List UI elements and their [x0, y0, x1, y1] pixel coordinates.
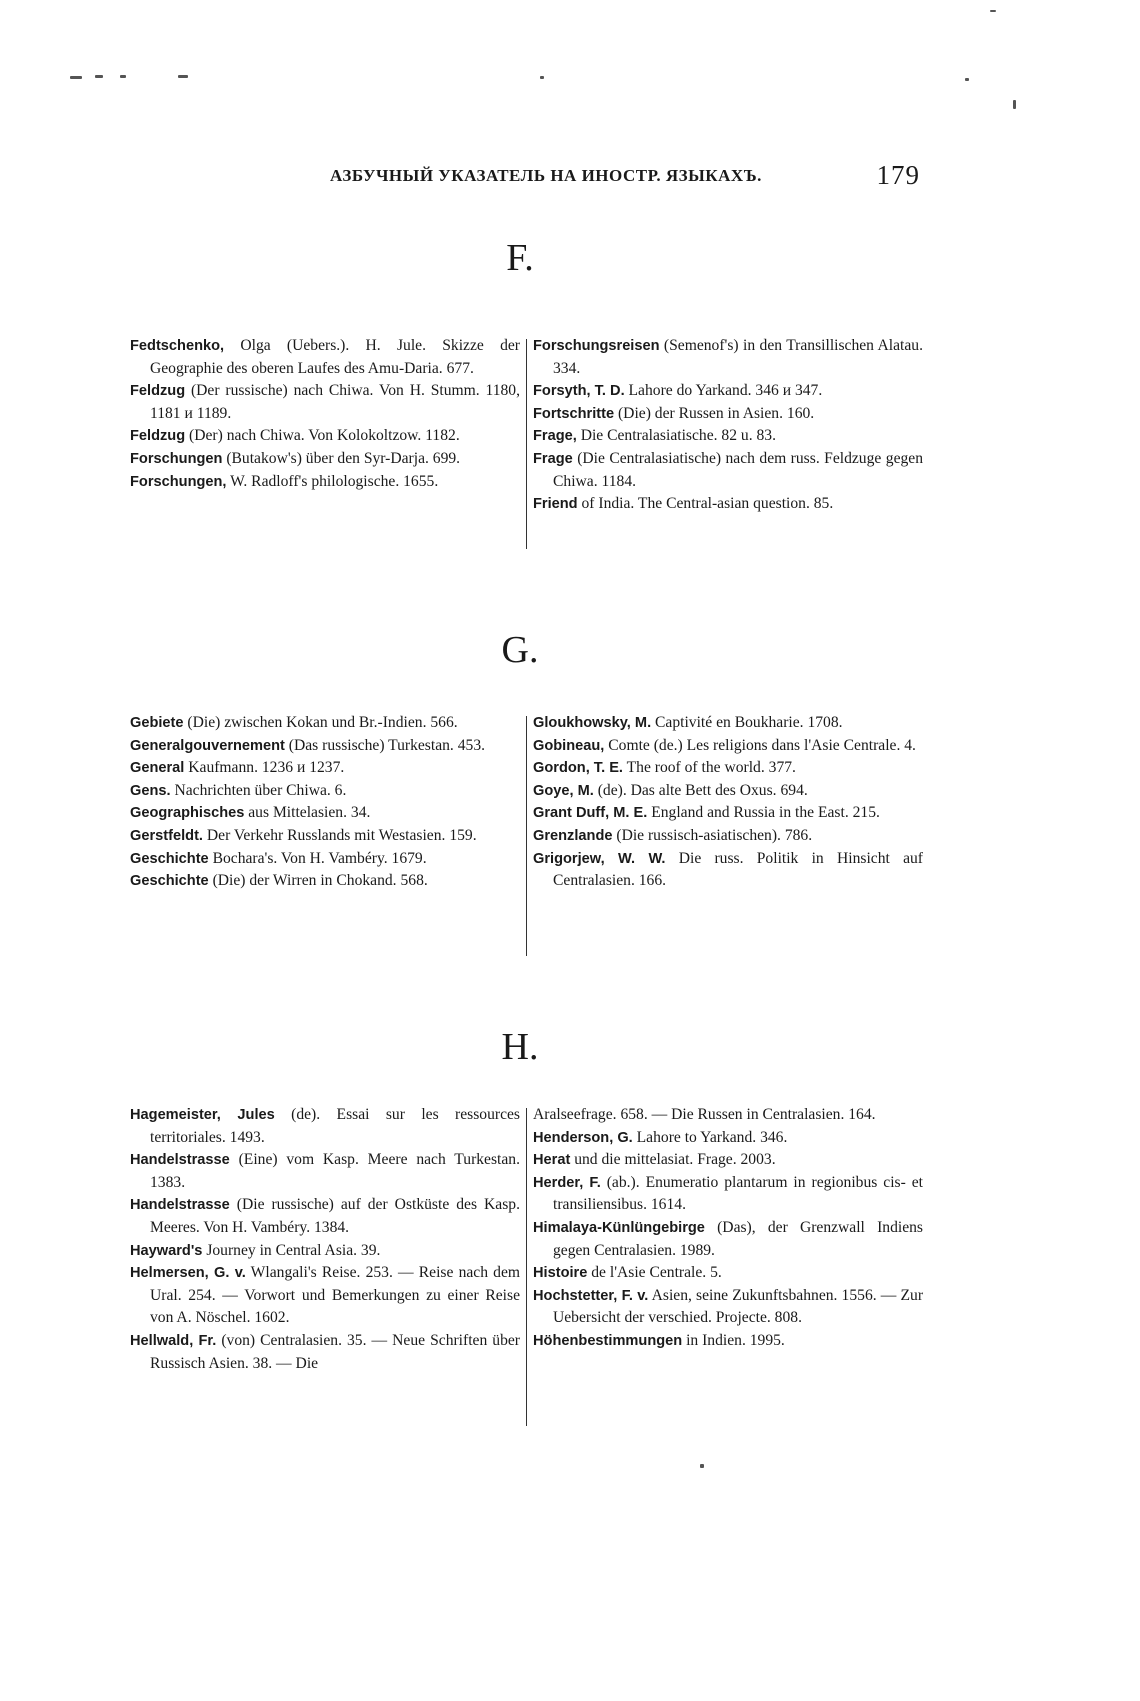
entry-text: W. Radloff's philologische. 1655. [226, 472, 439, 490]
entry-text: (Die) der Russen in Asien. 160. [614, 404, 815, 422]
entry-text: Olga (Uebers.). H. Jule. Skizze der Geographie des oberen Laufes des Amu-Daria. 677. [150, 337, 520, 377]
index-entry [130, 802, 520, 825]
index-entry [533, 712, 923, 735]
entry-headword: Gordon, T. E. [533, 760, 623, 777]
entry-text: Aralseefrage. 658. — Die Russen in Centralasien. 164. [533, 1106, 876, 1123]
entry-text: (Semenof's) in den Transillischen Alatau. 334. [553, 337, 923, 377]
scan-speck [700, 1464, 704, 1468]
section-g [130, 712, 923, 962]
entry-headword: Friend [533, 496, 578, 513]
index-entry [130, 757, 520, 780]
entry-headword: General [130, 760, 185, 777]
section-letter-h: H. [501, 1026, 539, 1068]
index-entry [130, 425, 520, 448]
index-entry [130, 380, 520, 425]
entry-text: Lahore do Yarkand. 346 и 347. [624, 382, 823, 400]
index-entry [533, 1217, 923, 1262]
entry-headword: Herder, F. [533, 1174, 601, 1191]
section-letter-f: F. [506, 237, 534, 279]
running-title: АЗБУЧНЫЙ УКАЗАТЕЛЬ НА ИНОСТР. ЯЗЫКАХЪ. [330, 166, 762, 185]
index-entry [533, 780, 923, 803]
entry-headword: Geschichte [130, 850, 209, 867]
entry-headword: Geographisches [130, 805, 245, 822]
section-f-right-column [533, 335, 923, 516]
index-entry [533, 1172, 923, 1217]
entry-text: Der Verkehr Russlands mit Westasien. 159. [202, 826, 477, 844]
index-entry [130, 1194, 520, 1239]
entry-headword: Histoire [533, 1265, 588, 1282]
entry-text: de l'Asie Centrale. 5. [587, 1264, 722, 1282]
entry-text: of India. The Central-asian question. 85. [577, 495, 834, 513]
index-entry [130, 471, 520, 494]
entry-headword: Grenzlande [533, 827, 613, 844]
index-entry [130, 335, 520, 380]
entry-headword: Gens. [130, 782, 171, 799]
index-entry [533, 1262, 923, 1285]
entry-text: England and Russia in the East. 215. [647, 804, 880, 822]
entry-headword: Frage, [533, 428, 577, 445]
entry-headword: Forschungsreisen [533, 338, 660, 354]
section-g-left-column [130, 712, 520, 893]
entry-headword: Handelstrasse [130, 1197, 230, 1214]
entry-headword: Höhenbestimmungen [533, 1332, 683, 1349]
section-g-right-column [533, 712, 923, 893]
scan-speck [1013, 100, 1016, 109]
entry-text: Nachrichten über Chiwa. 6. [170, 781, 347, 799]
scan-speck [178, 75, 188, 78]
entry-text: Journey in Central Asia. 39. [202, 1241, 381, 1259]
entry-headword: Feldzug [130, 383, 186, 400]
entry-headword: Generalgouvernement [130, 737, 285, 754]
index-entry [533, 493, 923, 516]
scan-speck [990, 10, 996, 12]
scan-speck [540, 76, 544, 79]
index-entry [130, 712, 520, 735]
index-entry [130, 1149, 520, 1194]
index-entry [533, 1127, 923, 1150]
entry-headword: Himalaya-Künlüngebirge [533, 1219, 705, 1236]
entry-headword: Geschichte [130, 873, 209, 890]
entry-headword: Gobineau, [533, 737, 605, 754]
entry-headword: Herat [533, 1152, 571, 1169]
entry-text: (Die) der Wirren in Chokand. 568. [208, 872, 428, 890]
page-header [330, 160, 920, 196]
index-entry [130, 825, 520, 848]
entry-text: aus Mittelasien. 34. [244, 804, 371, 822]
entry-headword: Hayward's [130, 1242, 203, 1259]
entry-text: Die Centralasiatische. 82 u. 83. [576, 427, 776, 445]
entry-headword: Forschungen [130, 450, 223, 467]
index-entry [130, 848, 520, 871]
entry-text: (de). Essai sur les ressources territoriales. 1493. [150, 1106, 520, 1146]
entry-text: (Der russische) nach Chiwa. Von H. Stumm. 1180, 1181 и 1189. [150, 382, 520, 422]
section-f [130, 335, 923, 555]
index-entry [130, 1330, 520, 1375]
index-entry [130, 1104, 520, 1149]
entry-headword: Fedtschenko, [130, 338, 225, 354]
index-entry [533, 380, 923, 403]
index-entry [533, 448, 923, 493]
entry-text: The roof of the world. 377. [623, 759, 796, 777]
entry-text: Asien, seine Zukunftsbahnen. 1556. — Zur Uebersicht der verschied. Projecte. 808. [553, 1286, 924, 1327]
entry-headword: Goye, M. [533, 782, 594, 799]
entry-text: (Der) nach Chiwa. Von Kolokoltzow. 1182. [185, 427, 460, 445]
index-entry [533, 1285, 923, 1330]
entry-headword: Hellwald, Fr. [130, 1332, 217, 1349]
section-h-left-column [130, 1104, 520, 1375]
entry-headword: Hagemeister, Jules [130, 1107, 275, 1123]
entry-text: Wlangali's Reise. 253. — Reise nach dem Ural. 254. — Vorwort und Bemerkungen zu einer Reise von A. Nöschel. 1602. [150, 1264, 521, 1327]
entry-text: (Das russische) Turkestan. 453. [284, 736, 486, 754]
entry-text: Captivité en Boukharie. 1708. [651, 714, 843, 731]
index-entry [130, 448, 520, 471]
entry-headword: Gloukhowsky, M. [533, 715, 652, 731]
index-entry [130, 870, 520, 893]
entry-text: Lahore to Yarkand. 346. [632, 1128, 788, 1146]
section-h [130, 1104, 924, 1434]
index-entry [130, 735, 520, 758]
entry-text: (Die) zwischen Kokan und Br.-Indien. 566. [183, 714, 458, 731]
entry-text: (von) Centralasien. 35. — Neue Schriften über Russisch Asien. 38. — Die [150, 1331, 520, 1372]
entry-headword: Hochstetter, F. v. [533, 1287, 649, 1304]
section-letter-g: G. [501, 629, 539, 671]
entry-text: Bochara's. Von H. Vambéry. 1679. [208, 849, 427, 867]
index-entry [533, 403, 923, 426]
section-f-left-column [130, 335, 520, 493]
entry-headword: Grigorjew, W. W. [533, 850, 666, 867]
entry-text: Die russ. Politik in Hinsicht auf Centralasien. 166. [553, 849, 923, 890]
scan-speck [965, 78, 969, 81]
column-divider [526, 716, 527, 956]
index-entry [533, 802, 923, 825]
index-entry [533, 335, 923, 380]
scan-speck [70, 76, 82, 79]
index-entry [130, 780, 520, 803]
index-entry [533, 757, 923, 780]
entry-text: (Eine) vom Kasp. Meere nach Turkestan. 1383. [150, 1151, 520, 1191]
index-entry [533, 848, 923, 893]
column-divider [526, 339, 527, 549]
entry-text: (Das), der Grenzwall Indiens gegen Centralasien. 1989. [553, 1218, 923, 1259]
entry-headword: Gerstfeldt. [130, 827, 203, 844]
entry-text: (Die Centralasiatische) nach dem russ. Feldzuge gegen Chiwa. 1184. [553, 449, 923, 490]
entry-text: (de). Das alte Bett des Oxus. 694. [593, 781, 808, 799]
index-entry [533, 1149, 923, 1172]
index-entry [130, 1240, 520, 1263]
index-entry [533, 1330, 923, 1353]
entry-text: (Butakow's) über den Syr-Darja. 699. [222, 449, 461, 467]
column-divider [526, 1108, 527, 1426]
index-entry [533, 1104, 923, 1127]
entry-headword: Helmersen, G. v. [130, 1265, 246, 1282]
entry-text: (Die russisch-asiatischen). 786. [612, 826, 813, 844]
entry-headword: Fortschritte [533, 405, 615, 422]
index-entry [130, 1262, 520, 1330]
scan-speck [95, 75, 103, 78]
scan-speck [120, 75, 126, 78]
entry-text: und die mittelasiat. Frage. 2003. [570, 1151, 776, 1169]
entry-text: in Indien. 1995. [682, 1331, 785, 1349]
entry-headword: Gebiete [130, 715, 184, 731]
entry-headword: Handelstrasse [130, 1152, 230, 1169]
section-h-right-column [533, 1104, 923, 1353]
entry-headword: Frage [533, 450, 573, 467]
page-number: 179 [876, 160, 920, 190]
index-entry [533, 825, 923, 848]
entry-headword: Forschungen, [130, 473, 227, 490]
entry-headword: Henderson, G. [533, 1129, 633, 1146]
entry-headword: Feldzug [130, 428, 186, 445]
entry-text: (Die russische) auf der Ostküste des Kasp. Meeres. Von H. Vambéry. 1384. [150, 1196, 520, 1236]
index-entry [533, 425, 923, 448]
entry-text: (ab.). Enumeratio plantarum in regionibus cis- et transiliensibus. 1614. [553, 1173, 924, 1214]
entry-headword: Forsyth, T. D. [533, 383, 625, 400]
index-entry [533, 735, 923, 758]
entry-text: Kaufmann. 1236 и 1237. [184, 759, 345, 777]
entry-text: Comte (de.) Les religions dans l'Asie Centrale. 4. [604, 736, 916, 754]
entry-headword: Grant Duff, M. E. [533, 805, 648, 822]
